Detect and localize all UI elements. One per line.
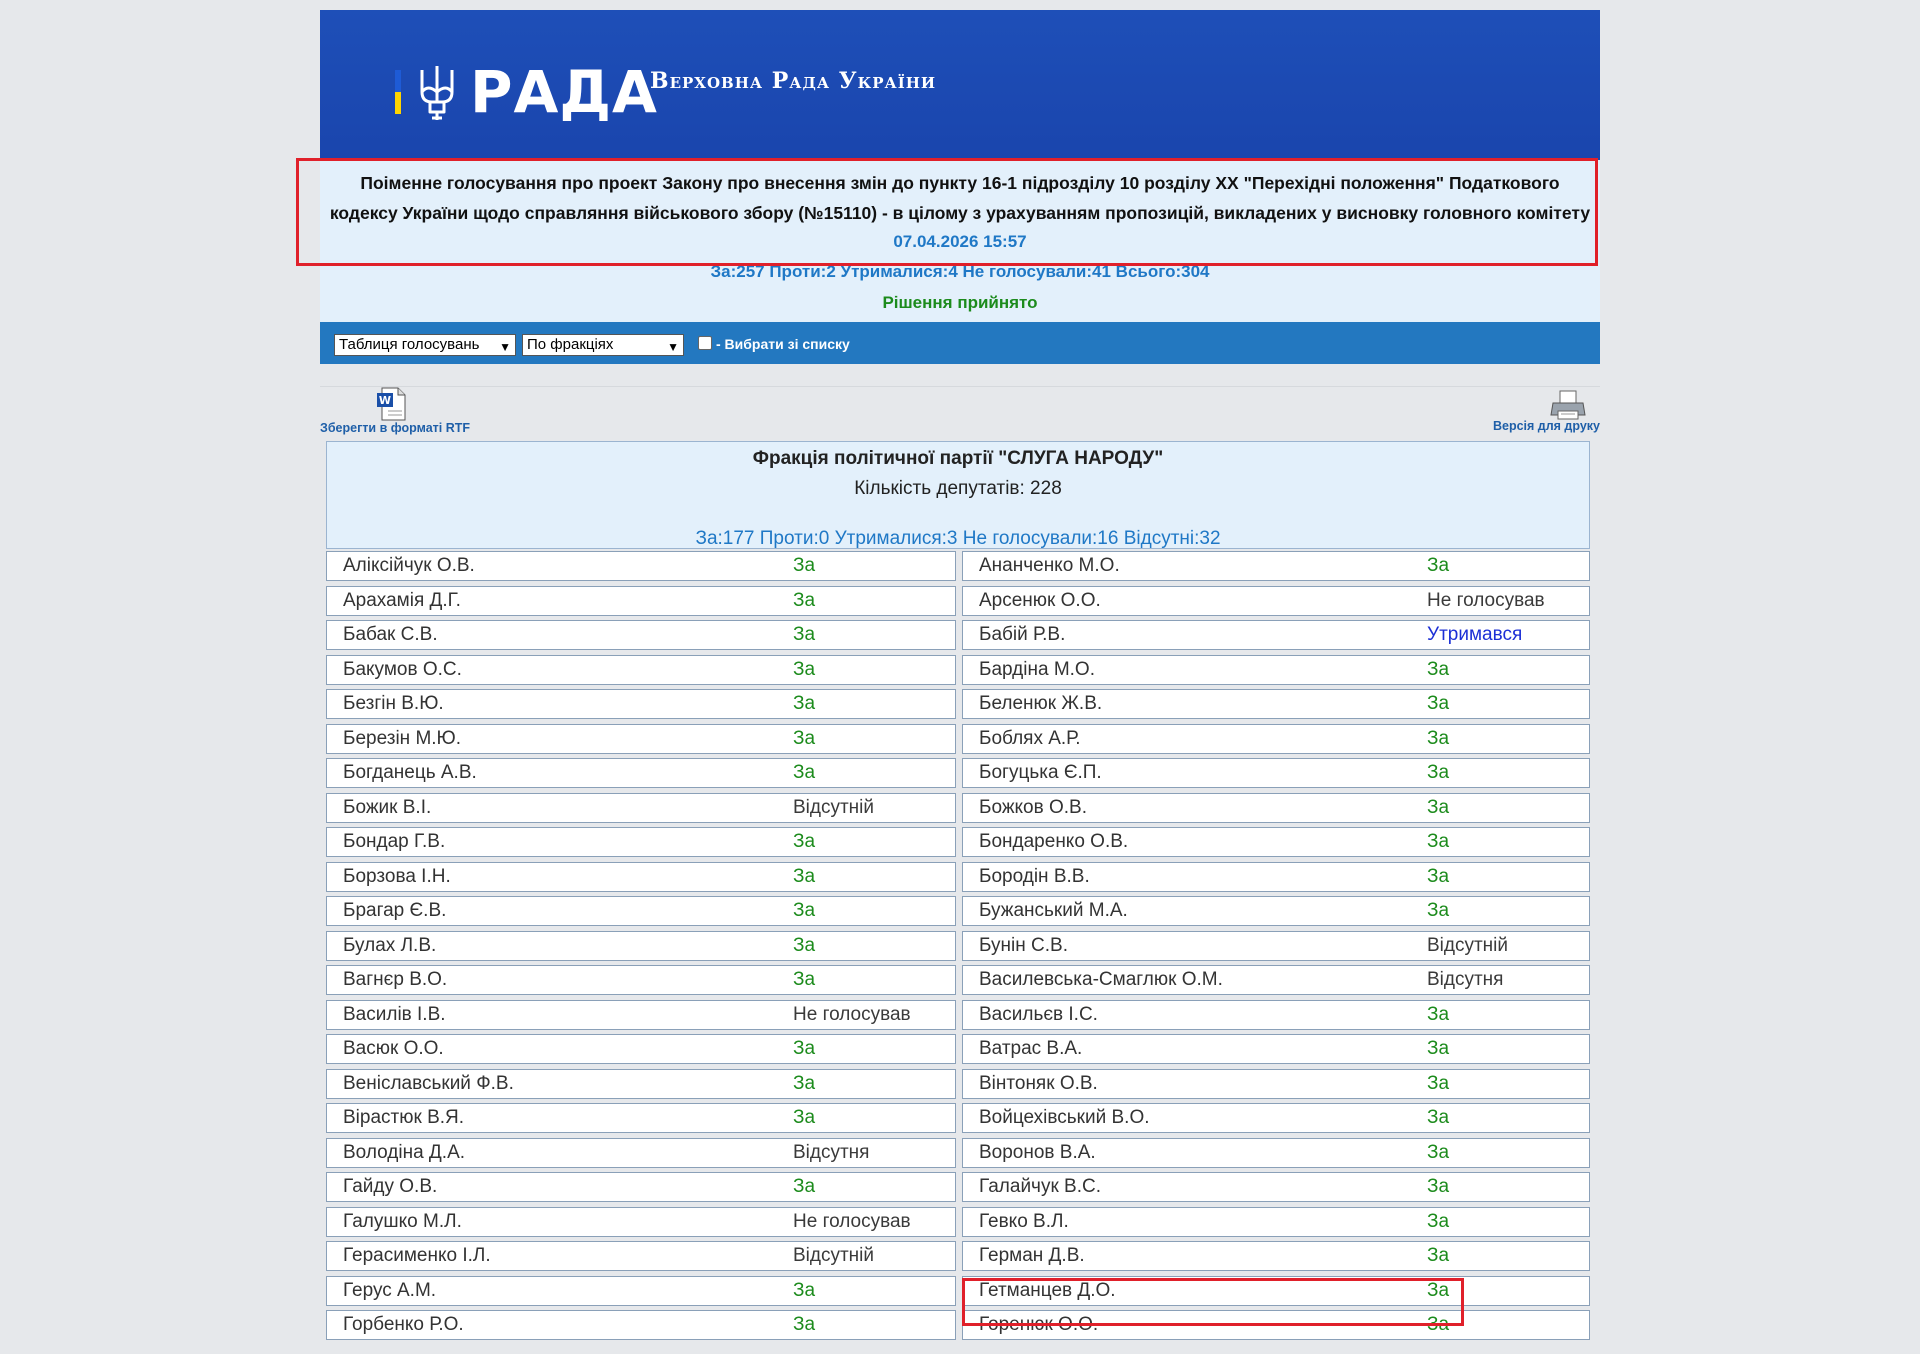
deputy-cell [326, 827, 956, 857]
deputy-cell [962, 896, 1590, 926]
save-rtf-label[interactable]: Зберегти в форматі RTF [320, 421, 471, 435]
deputy-cell [326, 1069, 956, 1099]
deputy-name: Брагар Є.В. [343, 900, 447, 921]
deputy-vote: За [1427, 1003, 1450, 1025]
deputy-name: Бабак С.В. [343, 624, 438, 645]
deputy-name: Герман Д.В. [979, 1245, 1085, 1266]
deputy-vote: За [1427, 831, 1450, 852]
deputy-cell [962, 1069, 1590, 1099]
view-select[interactable] [334, 334, 516, 356]
deputy-name: Борзова І.Н. [343, 865, 451, 887]
deputy-name: Гайду О.В. [343, 1176, 438, 1197]
table-row [326, 894, 1590, 929]
deputy-cell [326, 931, 956, 961]
deputy-cell [962, 1138, 1590, 1168]
table-row [326, 549, 1590, 584]
deputy-name: Галушко М.Л. [343, 1210, 462, 1232]
deputy-cell [962, 586, 1590, 616]
vote-info-panel [320, 160, 1600, 322]
deputy-cell [326, 758, 956, 788]
deputy-name: Божик В.І. [343, 796, 432, 818]
deputy-vote: За [793, 693, 816, 714]
deputy-vote: Не голосував [793, 1003, 911, 1025]
deputy-name: Бондар Г.В. [343, 831, 446, 852]
deputy-name: Вірастюк В.Я. [343, 1107, 465, 1128]
deputy-name: Богданець А.В. [343, 762, 477, 783]
table-row [326, 722, 1590, 757]
deputy-vote: За [1427, 762, 1450, 783]
deputy-vote: За [1427, 658, 1450, 680]
table-row [326, 1101, 1590, 1136]
deputy-cell [326, 862, 956, 892]
deputy-vote: За [1427, 1107, 1450, 1128]
deputy-cell [962, 620, 1590, 650]
deputy-name: Березін М.Ю. [343, 727, 462, 749]
printer-icon[interactable] [1550, 389, 1586, 421]
deputy-cell [962, 655, 1590, 685]
deputy-vote: За [793, 762, 816, 783]
deputies-vote-table [326, 549, 1590, 1343]
deputy-vote: Не голосував [793, 1210, 911, 1232]
deputy-cell [326, 1000, 956, 1030]
deputy-name: Вінтоняк О.В. [979, 1072, 1098, 1094]
word-document-icon[interactable] [376, 387, 406, 421]
deputy-cell [326, 1207, 956, 1237]
deputy-cell [326, 1034, 956, 1064]
table-row [326, 653, 1590, 688]
table-row [326, 1136, 1590, 1171]
deputy-cell [962, 1103, 1590, 1133]
vote-totals: За:257 Проти:2 Утрималися:4 Не голосували:41 Всього:304 [710, 262, 1210, 281]
deputy-cell [326, 896, 956, 926]
view-select-value: Таблиця голосувань [339, 336, 480, 353]
table-row [326, 756, 1590, 791]
deputy-cell [326, 1172, 956, 1202]
deputy-name: Герасименко І.Л. [343, 1245, 491, 1266]
table-row [326, 1239, 1590, 1274]
deputy-cell [962, 724, 1590, 754]
deputy-name: Горбенко Р.О. [343, 1314, 464, 1335]
actions-bar [320, 386, 1600, 441]
deputy-vote: За [1427, 1176, 1450, 1197]
logo-subtitle[interactable]: Верховна Рада України [650, 68, 937, 94]
deputy-name: Булах Л.В. [343, 934, 437, 956]
table-row [326, 791, 1590, 826]
deputy-vote: За [793, 1279, 816, 1301]
deputy-vote: Відсутній [793, 796, 875, 818]
deputy-vote: Не голосував [1427, 589, 1545, 611]
deputy-name: Васюк О.О. [343, 1038, 444, 1059]
deputy-name: Галайчук В.С. [979, 1176, 1101, 1197]
deputy-name: Горенюк О.О. [979, 1314, 1099, 1335]
deputy-cell [326, 1138, 956, 1168]
deputy-cell [962, 862, 1590, 892]
table-row [326, 584, 1590, 619]
trident-icon [416, 62, 458, 122]
deputy-cell [326, 655, 956, 685]
page-container [320, 10, 1600, 1343]
deputy-vote: Відсутній [1427, 934, 1509, 956]
deputy-vote: За [793, 658, 816, 680]
deputy-vote: За [1427, 1210, 1450, 1232]
deputy-name: Гевко В.Л. [979, 1210, 1069, 1232]
vote-datetime: 07.04.2026 15:57 [893, 232, 1027, 251]
deputy-vote: За [793, 969, 816, 990]
table-row [326, 1032, 1590, 1067]
deputy-name: Безгін В.Ю. [343, 693, 444, 714]
deputy-cell [962, 1172, 1590, 1202]
deputy-vote: За [793, 831, 816, 852]
deputy-name: Бородін В.В. [979, 865, 1090, 887]
deputy-vote: За [1427, 796, 1450, 818]
deputy-cell [326, 586, 956, 616]
deputy-cell [962, 1034, 1590, 1064]
deputy-name: Володіна Д.А. [343, 1141, 466, 1163]
deputy-name: Гетманцев Д.О. [979, 1279, 1116, 1301]
svg-text:W: W [378, 394, 392, 407]
deputy-vote: За [1427, 1245, 1450, 1266]
deputy-cell [326, 965, 956, 995]
deputy-name: Божков О.В. [979, 796, 1088, 818]
deputy-name: Арсенюк О.О. [979, 589, 1101, 611]
table-row [326, 1067, 1590, 1102]
table-row [326, 963, 1590, 998]
deputy-cell [962, 931, 1590, 961]
deputy-cell [962, 1310, 1590, 1340]
deputy-vote: За [793, 1176, 816, 1197]
deputy-vote: За [1427, 1314, 1450, 1335]
deputy-vote: За [1427, 900, 1450, 921]
table-row [326, 998, 1590, 1033]
deputy-cell [962, 689, 1590, 719]
deputy-cell [326, 689, 956, 719]
deputy-cell [326, 1310, 956, 1340]
deputy-vote: За [793, 934, 816, 956]
deputy-vote: За [1427, 1038, 1450, 1059]
deputy-vote: За [793, 865, 816, 887]
print-version-label[interactable]: Версія для друку [1492, 419, 1600, 433]
table-row [326, 1170, 1590, 1205]
deputy-vote: За [793, 589, 816, 611]
deputy-name: Беленюк Ж.В. [979, 693, 1103, 714]
deputy-name: Аліксійчук О.В. [343, 555, 475, 576]
deputy-vote: Утримався [1427, 624, 1523, 645]
table-row [326, 1308, 1590, 1343]
deputy-cell [962, 1207, 1590, 1237]
deputy-name: Василів І.В. [343, 1003, 446, 1025]
deputy-vote: Відсутня [1427, 969, 1504, 990]
deputy-cell [326, 1103, 956, 1133]
deputy-name: Бабій Р.В. [979, 624, 1066, 645]
deputy-name: Богуцька Є.П. [979, 762, 1102, 783]
deputy-vote: За [1427, 555, 1450, 576]
deputy-vote: За [1427, 865, 1450, 887]
logo-text[interactable]: РАДА [470, 58, 658, 126]
deputy-vote: За [793, 900, 816, 921]
table-row [326, 929, 1590, 964]
deputy-vote: За [793, 727, 816, 749]
deputy-name: Ватрас В.А. [979, 1038, 1083, 1059]
deputy-name: Бунін С.В. [979, 934, 1068, 956]
deputy-name: Бакумов О.С. [343, 658, 462, 680]
deputy-cell [962, 551, 1590, 581]
table-row [326, 687, 1590, 722]
deputy-name: Войцехівський В.О. [979, 1107, 1150, 1128]
deputy-cell [962, 827, 1590, 857]
group-select-value: По фракціях [527, 336, 614, 353]
filter-toolbar [320, 322, 1600, 364]
group-select[interactable] [522, 334, 684, 356]
deputy-vote: За [793, 1072, 816, 1094]
deputy-vote: Відсутній [793, 1245, 875, 1266]
select-from-list-label[interactable]: - Вибрати зі списку [716, 336, 850, 352]
deputy-cell [326, 724, 956, 754]
deputy-cell [326, 620, 956, 650]
deputy-vote: За [793, 1107, 816, 1128]
deputy-cell [962, 793, 1590, 823]
deputy-vote: За [793, 1314, 816, 1335]
deputy-vote: За [1427, 727, 1450, 749]
chevron-down-icon: ▼ [667, 340, 679, 354]
deputy-name: Вагнєр В.О. [343, 969, 448, 990]
deputy-name: Герус А.М. [343, 1279, 437, 1301]
table-row [326, 825, 1590, 860]
table-row [326, 1274, 1590, 1309]
deputy-name: Арахамія Д.Г. [343, 589, 461, 611]
deputy-name: Веніславський Ф.В. [343, 1072, 514, 1094]
deputy-name: Бужанський М.А. [979, 900, 1128, 921]
select-from-list-checkbox[interactable] [698, 336, 712, 350]
chevron-down-icon: ▼ [499, 340, 511, 354]
deputy-name: Боблях А.Р. [979, 727, 1081, 749]
deputy-name: Бондаренко О.В. [979, 831, 1129, 852]
table-row [326, 618, 1590, 653]
deputy-vote: За [1427, 1141, 1450, 1163]
deputy-cell [326, 1276, 956, 1306]
deputy-name: Василевська-Смаглюк О.М. [979, 969, 1223, 990]
deputy-vote: За [1427, 1279, 1450, 1301]
deputy-vote: За [1427, 693, 1450, 714]
table-row [326, 1205, 1590, 1240]
vote-title: Поіменне голосування про проект Закону про внесення змін до пункту 16-1 підрозділу 10 розділу ХХ "Перехідні положення" Податкового кодексу України щодо справляння військового збору (№15110) - в цілому з урахуванням пропозицій, викладених у висновку головного комітету [329, 173, 1591, 223]
site-header [320, 10, 1600, 160]
faction-header [326, 441, 1590, 549]
ukraine-flag-icon [395, 70, 401, 114]
deputy-vote: За [793, 555, 816, 576]
faction-count: Кількість депутатів: 228 [854, 478, 1062, 499]
deputy-cell [326, 1241, 956, 1271]
deputy-cell [962, 965, 1590, 995]
table-row [326, 860, 1590, 895]
vote-decision: Рішення прийнято [882, 293, 1038, 312]
deputy-cell [326, 793, 956, 823]
deputy-vote: За [793, 1038, 816, 1059]
deputy-cell [962, 1276, 1590, 1306]
deputy-cell [326, 551, 956, 581]
deputy-name: Бардіна М.О. [979, 658, 1095, 680]
deputy-name: Воронов В.А. [979, 1141, 1096, 1163]
faction-name: Фракція політичної партії "СЛУГА НАРОДУ" [752, 448, 1164, 469]
deputy-cell [962, 758, 1590, 788]
deputy-vote: Відсутня [793, 1141, 870, 1163]
deputy-cell [962, 1241, 1590, 1271]
faction-stats: За:177 Проти:0 Утрималися:3 Не голосували:16 Відсутні:32 [695, 528, 1221, 549]
deputy-name: Ананченко М.О. [979, 555, 1120, 576]
deputy-vote: За [1427, 1072, 1450, 1094]
deputy-vote: За [793, 624, 816, 645]
deputy-name: Васильєв І.С. [979, 1003, 1098, 1025]
deputy-cell [962, 1000, 1590, 1030]
